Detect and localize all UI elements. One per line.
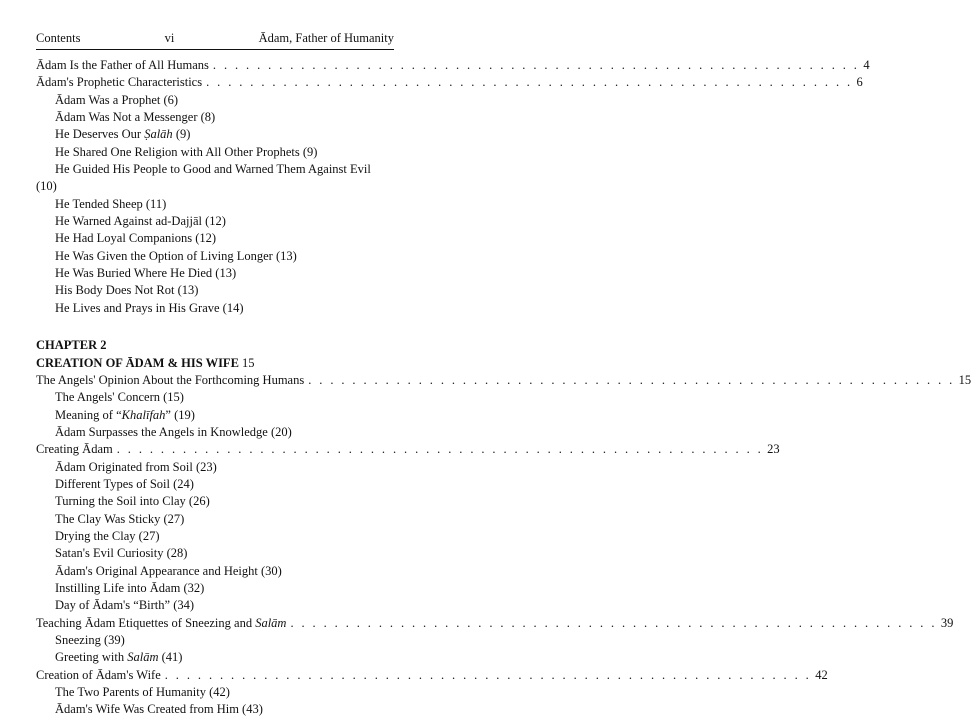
toc-subentry: Day of Ādam's “Birth” (34) [55, 598, 195, 613]
toc-entry: Creation of Ādam's Wife . . . . . . . . . . . . . . . . . . . . . . . . . . . . . . . . . . . . . . . . . . . . . . . . . . . . . . . . . . . 42 [36, 667, 828, 682]
toc-subentry: The Angels' Concern (15) [55, 390, 184, 405]
toc-entry: Teaching Ādam Etiquettes of Sneezing and Salām . . . . . . . . . . . . . . . . . . . . . . . . . . . . . . . . . . . . . . . . . . . . . . . . . . . . . . . . . . . 39 [36, 615, 954, 630]
toc-subentry: He Tended Sheep (11) [55, 196, 167, 211]
toc-subentry: He Warned Against ad-Dajjāl (12) [55, 214, 226, 229]
toc-subentry: Ādam Surpasses the Angels in Knowledge (20) [55, 424, 292, 439]
toc-subentry: Instilling Life into Ādam (32) [55, 580, 205, 595]
toc-subentry: Satan's Evil Curiosity (28) [55, 546, 188, 561]
toc-subentry: Sneezing (39) [55, 633, 125, 647]
header-left: Contents [36, 31, 81, 45]
toc-subentry: He Lives and Prays in His Grave (14) [55, 300, 244, 315]
chapter-title: CREATION OF ĀDAM & HIS WIFE 15 [36, 355, 255, 370]
toc-entries [36, 57, 971, 719]
toc-subentry: The Clay Was Sticky (27) [55, 511, 185, 526]
header-right: Ādam, Father of Humanity [258, 31, 394, 45]
toc-subentry: Meaning of “Khalīfah” (19) [55, 407, 195, 422]
toc-entry: Ādam's Prophetic Characteristics . . . . . . . . . . . . . . . . . . . . . . . . . . . . . . . . . . . . . . . . . . . . . . . . . . . . . . . . . . . 6 [36, 75, 863, 90]
toc-subentry: Ādam Originated from Soil (23) [55, 459, 217, 474]
toc-subentry: Ādam's Wife Was Created from Him (43) [55, 702, 263, 717]
toc-subentry: He Shared One Religion with All Other Prophets (9) [55, 144, 318, 159]
chapter-label: CHAPTER 2 [36, 338, 107, 353]
toc-subentry: Ādam Was a Prophet (6) [55, 92, 179, 107]
toc-subentry: Turning the Soil into Clay (26) [55, 494, 210, 509]
toc-subentry: Ādam's Original Appearance and Height (30) [55, 563, 282, 578]
header-rule [36, 49, 394, 50]
toc-subentry: He Deserves Our Ṣalāh (9) [55, 127, 191, 142]
toc-entry: Ādam Is the Father of All Humans . . . . . . . . . . . . . . . . . . . . . . . . . . . . . . . . . . . . . . . . . . . . . . . . . . . . . . . . . . . 4 [36, 58, 870, 72]
toc-subentry: He Was Given the Option of Living Longer (13) [55, 248, 297, 263]
header-page-number: vi [164, 31, 175, 45]
toc-subentry: He Had Loyal Companions (12) [55, 231, 217, 246]
toc-subentry: His Body Does Not Rot (13) [55, 283, 199, 298]
toc-subentry: Greeting with Salām (41) [55, 650, 183, 665]
toc-subentry: He Guided His People to Good and Warned Them Against Evil (10) [36, 162, 371, 194]
toc-subentry: He Was Buried Where He Died (13) [55, 266, 237, 281]
toc-entry: The Angels' Opinion About the Forthcoming Humans . . . . . . . . . . . . . . . . . . . . . . . . . . . . . . . . . . . . . . . . . . . . . . . . . . . . . . . . . . . 15 [36, 372, 971, 387]
toc-subentry: Drying the Clay (27) [55, 528, 160, 543]
running-header [36, 30, 394, 49]
toc-subentry: Ādam Was Not a Messenger (8) [55, 110, 216, 125]
toc-subentry: The Two Parents of Humanity (42) [55, 685, 230, 700]
chapter-page: 15 [242, 355, 255, 370]
toc-subentry: Different Types of Soil (24) [55, 476, 194, 491]
toc-entry: Creating Ādam . . . . . . . . . . . . . . . . . . . . . . . . . . . . . . . . . . . . . . . . . . . . . . . . . . . . . . . . . . . 23 [36, 442, 780, 457]
